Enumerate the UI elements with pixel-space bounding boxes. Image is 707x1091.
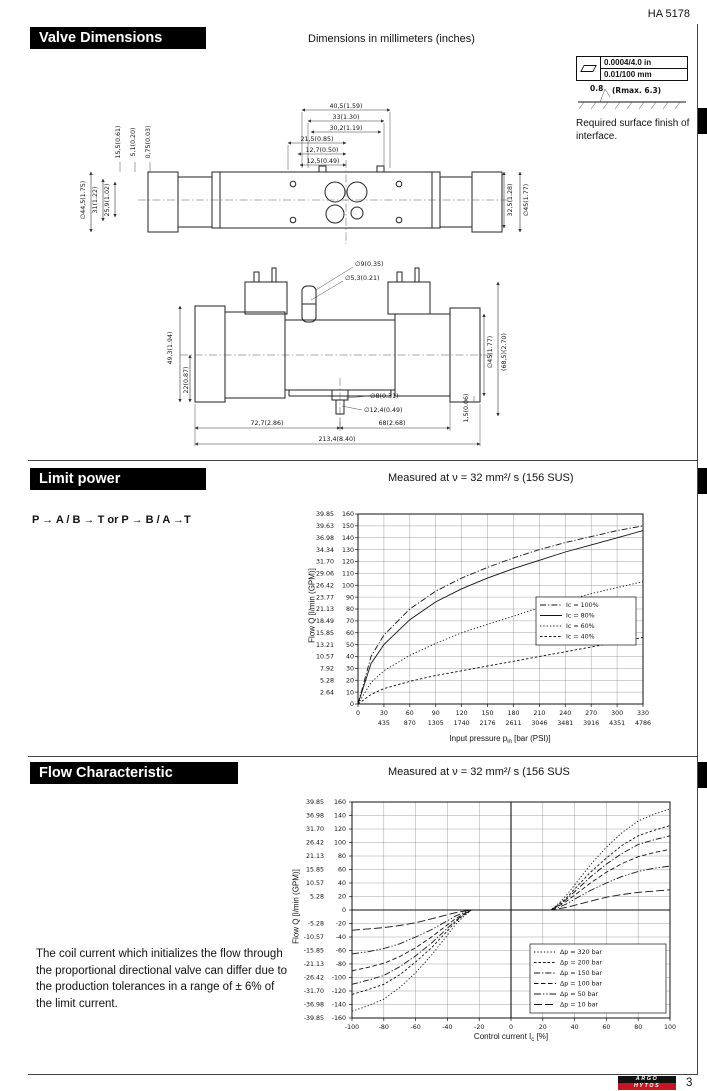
y-tick-label: 80 [337,853,346,861]
y-tick-label: 0 [341,907,346,915]
dimension-label: 0,75(0.03) [145,125,152,159]
legend-label: Δp = 150 bar [560,970,603,978]
right-solenoid-nut [472,172,502,232]
chart-root [304,799,676,1031]
y-tick-gpm-label: 21.13 [315,606,334,614]
y-tick-label: 100 [341,582,354,590]
dimension-label: ∅12,4(0.49) [364,407,403,414]
y-tick-label: 130 [341,546,354,554]
x-tick-label: -100 [344,1024,360,1031]
dimension-label: 12,7(0.50) [305,147,339,154]
flow-characteristic-conditions: Measured at ν = 32 mm²/ s (156 SUS [388,766,570,778]
dimension-label: 31(1.22) [92,186,99,214]
y-tick-gpm-label: 39.63 [315,523,334,531]
section-header-flow-characteristic [30,762,238,784]
roughness-value: 0.8 [590,84,604,93]
limit-power-chart [298,504,698,754]
y-tick-label: 60 [337,866,346,874]
x-tick-psi-label: 435 [377,720,390,727]
y-tick-label: 140 [333,812,346,820]
limit-power-plot [298,504,698,752]
y-tick-label: -40 [335,934,346,942]
limit-power-conditions: Measured at ν = 32 mm²/ s (156 SUS) [388,472,574,484]
y-tick-label: -80 [335,961,346,969]
x-tick-label: 100 [663,1024,677,1031]
y-tick-gpm-label: -31.70 [303,988,324,996]
dimension-label: ∅8(0.31) [370,393,399,400]
legend-label: Δp = 10 bar [560,1001,599,1009]
y-tick-label: 60 [345,629,354,637]
dimension-label: 21,5(0.85) [300,136,334,143]
y-tick-gpm-label: -21.13 [303,961,324,969]
x-tick-psi-label: 2611 [505,720,522,727]
dimension-label: 25,9(1.02) [104,183,111,217]
x-tick-label: -80 [378,1024,389,1031]
dimension-label: 68(2.68) [378,420,406,427]
dimension-label: 33(1.30) [332,114,360,121]
y-tick-gpm-label: 36.98 [315,534,334,542]
y-tick-gpm-label: 10.57 [315,653,334,661]
y-tick-label: 160 [333,799,346,807]
x-tick-psi-label: 3916 [583,720,600,727]
y-tick-gpm-label: 13.21 [315,641,334,649]
port-circles [290,181,402,223]
y-tick-label: 120 [333,826,346,834]
y-tick-gpm-label: 39.85 [315,511,334,519]
legend-label: Ic = 60% [566,623,595,631]
x-tick-label: 180 [507,710,520,717]
flow-characteristic-x-axis-title: Control current $I_c$ [%] [473,1032,549,1043]
y-tick-gpm-label: 23.77 [315,594,334,602]
y-tick-gpm-label: -5.28 [307,920,324,928]
x-tick-label: 0 [508,1024,514,1031]
x-tick-label: 60 [602,1024,611,1031]
connector-pin [254,272,259,282]
dimension-label: ∅5,3(0.21) [345,275,380,282]
x-tick-label: 20 [538,1024,547,1031]
y-tick-gpm-label: 34.34 [315,546,334,554]
y-tick-label: 20 [345,677,354,685]
flow-characteristic-plot [280,792,700,1064]
y-tick-label: 150 [341,523,354,531]
y-tick-gpm-label: -10.57 [303,934,324,942]
y-tick-gpm-label: 15.85 [315,629,334,637]
y-tick-label: 20 [337,893,346,901]
dimension-label: 12,5(0.49) [306,158,340,165]
y-tick-label: -20 [335,920,346,928]
y-tick-gpm-label: 39.85 [305,799,324,807]
x-tick-label: -60 [410,1024,421,1031]
y-tick-gpm-label: -26.42 [303,974,324,982]
x-tick-label: 210 [533,710,546,717]
surface-finish-caption: Required surface finish of interface. [576,118,690,142]
valve-side-view [40,248,600,466]
section-divider [28,460,698,461]
flow-characteristic-chart [280,792,700,1064]
dimension-label: ∅45(1.77) [487,335,494,369]
valve-top-view [40,98,600,270]
section-divider [28,756,698,757]
connector-pin [415,268,419,282]
x-tick-label: 60 [405,710,414,717]
y-tick-gpm-label: -39.85 [303,1015,324,1023]
side-view-dimensions [167,261,508,446]
y-tick-label: 140 [341,534,354,542]
y-tick-gpm-label: -36.98 [303,1001,324,1009]
legend-label: Ic = 40% [566,633,595,641]
page-border-bottom [28,1074,698,1075]
dimension-label: ∅45(1.77) [523,183,530,217]
y-tick-label: -160 [331,1015,346,1023]
section-header-valve-dimensions [30,27,206,49]
section-title: Limit power [39,471,121,487]
legend-label: Δp = 100 bar [560,980,603,988]
x-tick-label: 330 [636,710,650,717]
rmax-value: (Rmax. 6.3) [612,86,662,95]
legend-label: Δp = 320 bar [560,949,603,957]
x-tick-psi-label: 870 [403,720,416,727]
connector-pin [272,268,276,282]
dimension-label: 1,5(0.06) [463,393,470,423]
y-tick-label: -120 [331,988,346,996]
y-tick-gpm-label: 5.28 [309,893,324,901]
x-tick-label: 300 [611,710,624,717]
x-tick-psi-label: 3481 [557,720,574,727]
chart-root [316,511,651,727]
left-solenoid-nut [195,306,225,402]
legend-label: Δp = 50 bar [560,991,599,999]
x-tick-label: 90 [431,710,440,717]
y-tick-label: 120 [341,558,354,566]
flow-path-condition: P → A / B → T or P → B / A →T [32,514,191,526]
dimension-label: 5,1(0.20) [130,127,137,157]
y-tick-label: 10 [345,689,354,697]
x-tick-label: 120 [455,710,468,717]
y-tick-gpm-label: 31.70 [315,558,334,566]
y-tick-gpm-label: 36.98 [305,812,324,820]
limit-power-y-axis-title: Flow Q [l/min (GPM)] [307,568,317,643]
x-tick-label: 270 [585,710,598,717]
y-tick-label: 90 [345,594,354,602]
y-tick-gpm-label: 21.13 [305,853,324,861]
dimension-label: ∅44,5(1.75) [80,180,87,220]
y-tick-label: -60 [335,947,346,955]
y-tick-label: -140 [331,1001,346,1009]
legend-label: Ic = 80% [566,612,595,620]
flatness-symbol-icon [577,57,601,80]
logo-hytos: HYTOS [618,1083,676,1090]
y-tick-label: 160 [341,511,354,519]
connector-pin [397,272,402,282]
y-tick-label: 50 [345,641,354,649]
y-tick-gpm-label: -15.85 [303,947,324,955]
x-tick-psi-label: 1305 [427,720,444,727]
tolerance-note: The coil current which initializes the flow through the proportional directional valve can differ due to the production tolerances in a range of ± 6% of the limit current. [36,948,288,1011]
y-tick-gpm-label: 5.28 [319,677,334,685]
section-index-tab-2 [698,468,707,494]
dimension-label: 15,5(0.61) [115,125,122,159]
y-tick-label: 110 [341,570,354,578]
y-tick-gpm-label: 15.85 [305,866,324,874]
y-tick-gpm-label: 26.42 [305,839,324,847]
limit-power-x-axis-title: Input pressure $p_{in}$ [bar (PSI)] [449,734,551,745]
series-line [358,638,643,705]
bolt-hole [319,166,326,172]
section-title: Flow Characteristic [39,765,173,781]
dimension-label: 40,5(1.59) [329,103,363,110]
right-connector [388,268,430,314]
y-tick-gpm-label: 31.70 [305,826,324,834]
left-connector [245,268,287,314]
x-tick-label: -40 [442,1024,453,1031]
x-tick-label: 240 [559,710,572,717]
x-tick-label: 0 [355,710,361,717]
x-tick-label: 30 [379,710,388,717]
x-tick-psi-label: 3046 [531,720,548,727]
flow-characteristic-y-axis-title: Flow Q [l/min (GPM)] [291,869,301,944]
section-index-tab-3 [698,762,707,788]
dimension-label: 213,4(8.40) [318,436,356,443]
flatness-inch-value: 0.0004/4.0 in [604,58,652,67]
argo-hytos-logo [618,1076,676,1090]
dimensions-units-note: Dimensions in millimeters (inches) [308,33,475,45]
valve-body-side [180,268,495,428]
dimension-label: 49,3(1.94) [167,331,174,365]
y-tick-label: 80 [345,606,354,614]
y-tick-label: 0 [349,701,354,709]
y-tick-label: 30 [345,665,354,673]
legend-label: Δp = 200 bar [560,959,603,967]
y-tick-label: 100 [333,839,346,847]
x-tick-label: -20 [474,1024,485,1031]
flatness-mm-value: 0.01/100 mm [601,68,687,80]
x-tick-label: 40 [570,1024,579,1031]
x-tick-psi-label: 4351 [609,720,626,727]
flatness-tolerance-box [576,56,688,81]
y-tick-gpm-label: 26.42 [315,582,334,590]
x-tick-label: 150 [481,710,494,717]
y-tick-label: 40 [337,880,346,888]
doc-number: HA 5178 [647,8,690,20]
y-tick-gpm-label: 7.92 [319,665,334,673]
legend-label: Ic = 100% [566,602,599,610]
dimension-label: ∅9(0.35) [355,261,384,268]
dimension-label: 30,2(1.19) [329,125,363,132]
y-tick-label: 40 [345,653,354,661]
left-solenoid-nut [148,172,178,232]
right-solenoid-body [440,177,472,227]
dimension-label: 32,5(1.28) [507,183,514,217]
left-solenoid-body [178,177,212,227]
x-tick-psi-label: 1740 [453,720,470,727]
page-number: 3 [686,1077,693,1089]
x-tick-label: 80 [634,1024,643,1031]
y-tick-gpm-label: 2.64 [319,689,334,697]
y-tick-gpm-label: 10.57 [305,880,324,888]
bolt-hole [377,166,384,172]
valve-body-top [138,160,512,244]
x-tick-psi-label: 4786 [634,720,652,727]
section-header-limit-power [30,468,206,490]
x-tick-psi-label: 2176 [479,720,496,727]
y-tick-label: -100 [331,974,346,982]
y-tick-gpm-label: 29.06 [315,570,334,578]
y-tick-gpm-label: 18.49 [315,618,334,626]
dimension-label: 22(0.87) [183,366,190,394]
logo-argo: ARGO [618,1076,676,1083]
section-title: Valve Dimensions [39,30,163,46]
y-tick-label: 70 [345,618,354,626]
dimension-label: 72,7(2.86) [250,420,284,427]
dimension-label: (68,5)(2.70) [501,333,508,371]
